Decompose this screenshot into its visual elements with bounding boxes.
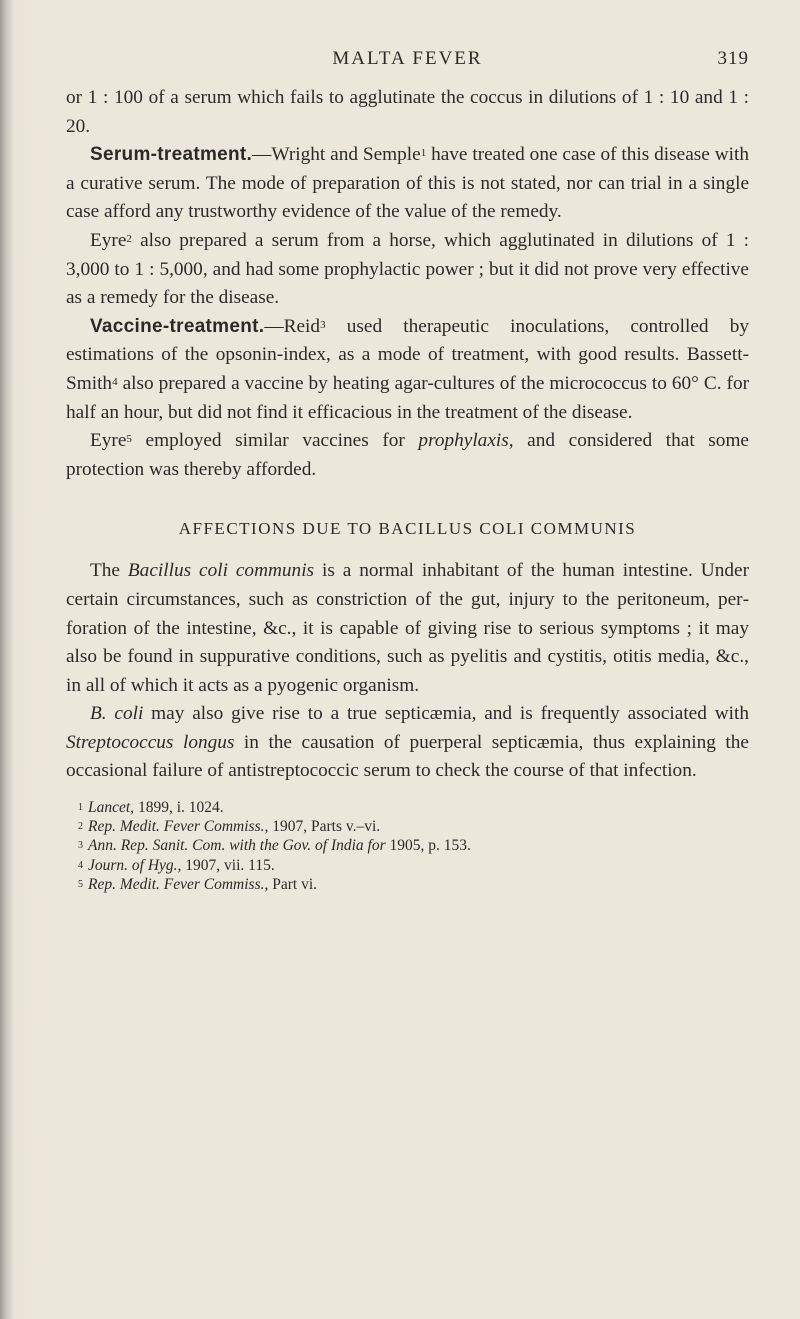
paragraph-intro: or 1 : 100 of a serum which fails to agglutinate the coccus in dilutions of 1 : 10 and 1 : 20. [66,87,749,137]
serum-treatment-heading: Serum-treatment. [90,144,253,166]
footnote-ref-3[interactable]: 3 [320,318,326,331]
footnote-ref-1[interactable]: 1 [420,147,427,160]
paragraph-coli-2: B. coli may also give rise to a true septicæmia, and is frequently associated with Streptococcus longus in the causation of puerperal septicæmia, thus explaining the occasional failure of antistreptococcic serum to check the course of that infection. [66,703,749,782]
paragraph-vaccine-2: Eyre$^5$ employed similar vaccines for prophylaxis, and considered that some protection was thereby afforded. [66,430,749,480]
running-header [66,48,749,72]
running-title: MALTA FEVER [332,48,483,69]
section-heading: AFFECTIONS DUE TO BACILLUS COLI COMMUNIS [178,519,637,539]
paragraph-serum-1: Serum-treatment.—Wright and Semple$^1$ have treated one case of this disease with a curative serum. The mode of preparation of this is not stated, nor can trial in a single case afford any trustworthy evidence of the value of the remedy. [66,144,749,223]
footnote-ref-2[interactable]: 2 [126,232,132,245]
footnotes [66,798,749,894]
paragraph-serum-2: Eyre$^2$ also prepared a serum from a horse, which agglutinated in dilutions of 1 : 3,000 to 1 : 5,000, and had some prophylactic power ; but it did not prove very effective as a remedy for the disease. [66,229,749,309]
footnote-ref-4[interactable]: 4 [112,375,118,388]
footnote-1: $^1$ Lancet, 1899, i. 1024. [78,799,224,817]
footnote-2: $^2$ Rep. Medit. Fever Commiss., 1907, Parts v.–vi. [78,818,381,836]
footnote-4: $^4$ Journ. of Hyg., 1907, vii. 115. [78,856,275,874]
footnote-5: $^5$ Rep. Medit. Fever Commiss., Part vi. [78,875,318,893]
page-body [66,84,749,894]
footnote-ref-5[interactable]: 5 [126,433,132,446]
paragraph-coli-1: The Bacillus coli communis is a normal inhabitant of the human intestine. Under certain circumstances, such as constriction of the gut, injury to the peritoneum, perforation of the intestine, &c., it is capable of giving rise to serious symptoms ; it may also be found in suppurative conditions, such as pyelitis and cystitis, otitis media, &c., in all of which it acts as a pyogenic organism. [66,560,749,696]
vaccine-treatment-heading: Vaccine-treatment. [90,315,265,337]
page-number: 319 [717,48,749,69]
paragraph-vaccine-1: Vaccine-treatment.—Reid$^3$ used therapeutic inoculations, controlled by estimations of the opsonin-index, as a mode of treatment, with good results. Bassett-Smith$^4$ also prepared a vaccine by heating agar-cultures of the micrococcus to 60° C. for half an hour, but did not find it efficacious in the treatment of the disease. [66,315,749,423]
footnote-3: $^3$ Ann. Rep. Sanit. Com. with the Gov. of India for 1905, p. 153. [78,837,471,855]
